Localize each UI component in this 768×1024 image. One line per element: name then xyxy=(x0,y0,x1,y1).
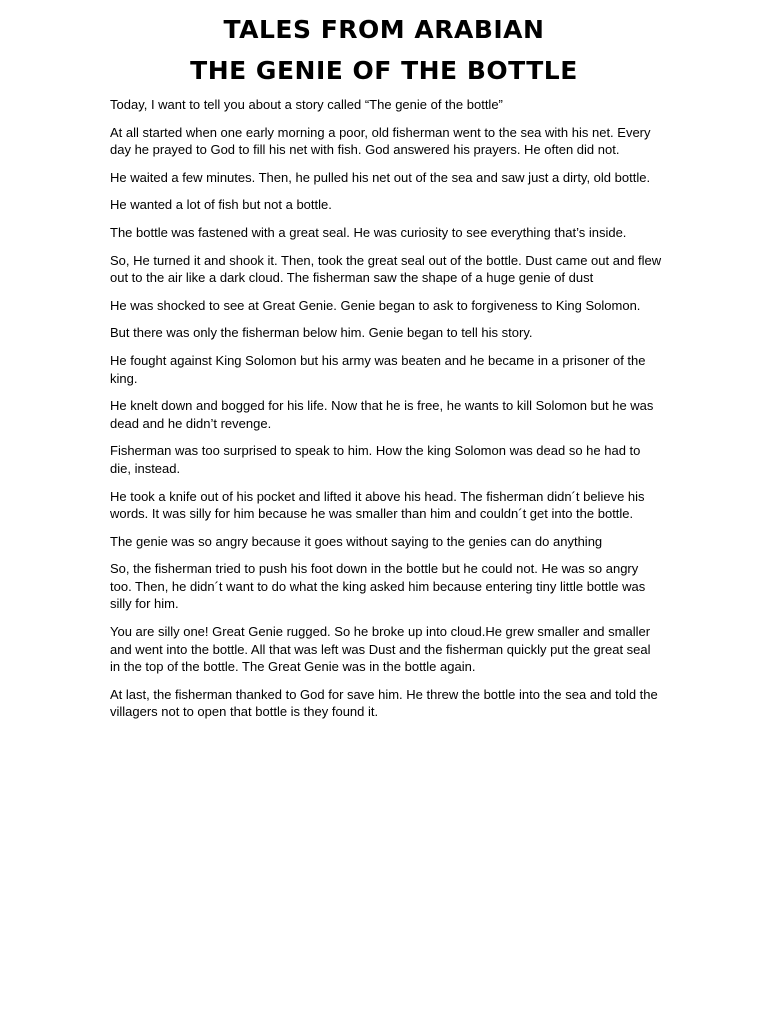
paragraph: He took a knife out of his pocket and lifted it above his head. The fisherman didn´t believe his words. It was silly for him because he was smaller than him and couldn´t get into the bottle. xyxy=(110,488,645,522)
paragraph: But there was only the fisherman below him. Genie began to tell his story. xyxy=(110,325,533,341)
document-body xyxy=(110,96,662,731)
paragraph: So, He turned it and shook it. Then, took the great seal out of the bottle. Dust came out and flew out to the air like a dark cloud. The fisherman saw the shape of a huge genie of dust xyxy=(110,252,662,286)
paragraph: He knelt down and bogged for his life. Now that he is free, he wants to kill Solomon but he was dead and he didn’t revenge. xyxy=(110,398,654,431)
paragraph: At all started when one early morning a poor, old fisherman went to the sea with his net. Every day he prayed to God to fill his net with fish. God answered his prayers. He often did not. xyxy=(110,124,651,158)
document-title-line-1: TALES FROM ARABIAN xyxy=(223,15,545,44)
paragraph: He waited a few minutes. Then, he pulled his net out of the sea and saw just a dirty, old bottle. xyxy=(110,169,651,185)
paragraph: So, the fisherman tried to push his foot down in the bottle but he could not. He was so angry too. Then, he didn´t want to do what the king asked him because entering tiny little bottle was silly for him. xyxy=(110,561,646,612)
paragraph: Today, I want to tell you about a story called “The genie of the bottle” xyxy=(110,97,503,112)
paragraph: The genie was so angry because it goes without saying to the genies can do anything xyxy=(110,533,603,549)
paragraph: He wanted a lot of fish but not a bottle. xyxy=(110,197,332,213)
paragraph: The bottle was fastened with a great seal. He was curiosity to see everything that’s inside. xyxy=(110,224,627,240)
paragraph: You are silly one! Great Genie rugged. So he broke up into cloud.He grew smaller and smaller and went into the bottle. All that was left was Dust and the fisherman quickly put the great seal in the top of the bottle. The Great Genie was in the bottle again. xyxy=(110,624,651,675)
paragraph: Fisherman was too surprised to speak to him. How the king Solomon was dead so he had to die, instead. xyxy=(110,443,641,476)
paragraph: He was shocked to see at Great Genie. Genie began to ask to forgiveness to King Solomon. xyxy=(110,297,641,313)
document-title-line-2: THE GENIE OF THE BOTTLE xyxy=(190,56,578,85)
paragraph: He fought against King Solomon but his army was beaten and he became in a prisoner of the king. xyxy=(110,352,646,386)
paragraph: At last, the fisherman thanked to God for save him. He threw the bottle into the sea and told the villagers not to open that bottle is they found it. xyxy=(110,686,658,720)
